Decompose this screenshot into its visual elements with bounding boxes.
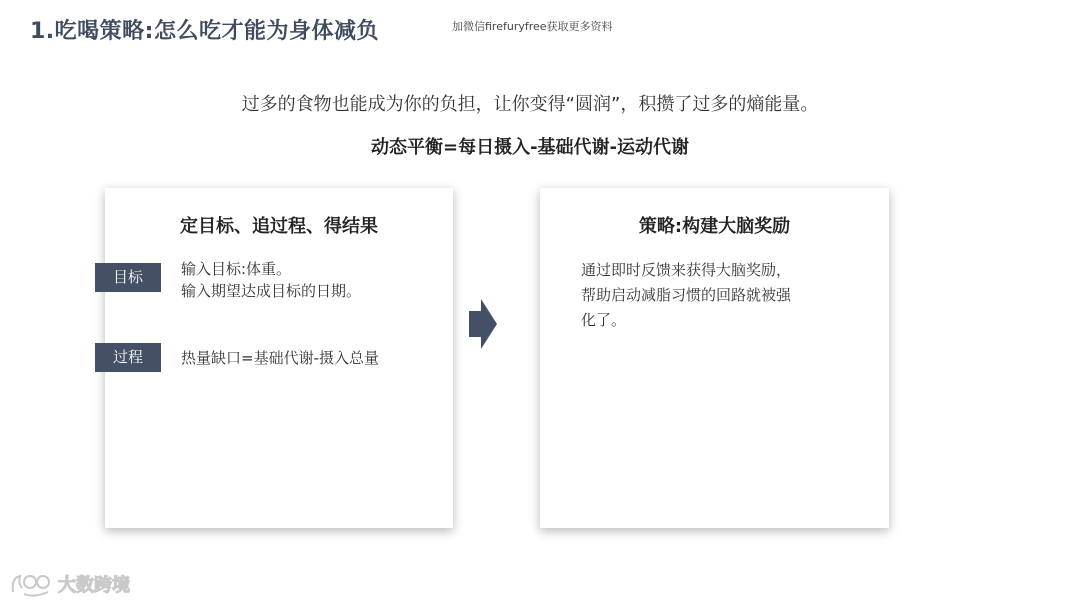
strategy-line-2: 帮助启动减脂习惯的回路就被强 — [581, 286, 792, 304]
page-title: 1.吃喝策略:怎么吃才能为身体减负 — [30, 19, 379, 44]
strategy-card — [540, 188, 889, 528]
strategy-line-3: 化了。 — [581, 311, 627, 329]
wechat-note: 加微信firefuryfree获取更多资料 — [452, 20, 613, 33]
goal-line-2: 输入期望达成目标的日期。 — [181, 282, 362, 300]
tag-goal: 目标 — [95, 263, 161, 292]
watermark — [10, 570, 130, 598]
tag-process: 过程 — [95, 343, 161, 372]
right-arrow-icon — [469, 299, 497, 349]
process-line-1: 热量缺口=基础代谢-摄入总量 — [181, 349, 379, 367]
goal-text — [181, 258, 361, 302]
watermark-text: 大数跨境 — [58, 575, 130, 596]
strategy-text — [581, 258, 851, 333]
goal-line-1: 输入目标:体重。 — [181, 260, 292, 278]
formula-text: 动态平衡=每日摄入-基础代谢-运动代谢 — [370, 137, 690, 158]
watermark-logo-icon — [10, 570, 52, 598]
goal-card-title: 定目标、追过程、得结果 — [180, 216, 378, 237]
strategy-line-1: 通过即时反馈来获得大脑奖励， — [581, 261, 792, 279]
process-text — [181, 347, 379, 369]
strategy-card-title: 策略:构建大脑奖励 — [638, 216, 791, 237]
intro-text: 过多的食物也能成为你的负担，让你变得“圆润”，积攒了过多的熵能量。 — [241, 94, 819, 115]
